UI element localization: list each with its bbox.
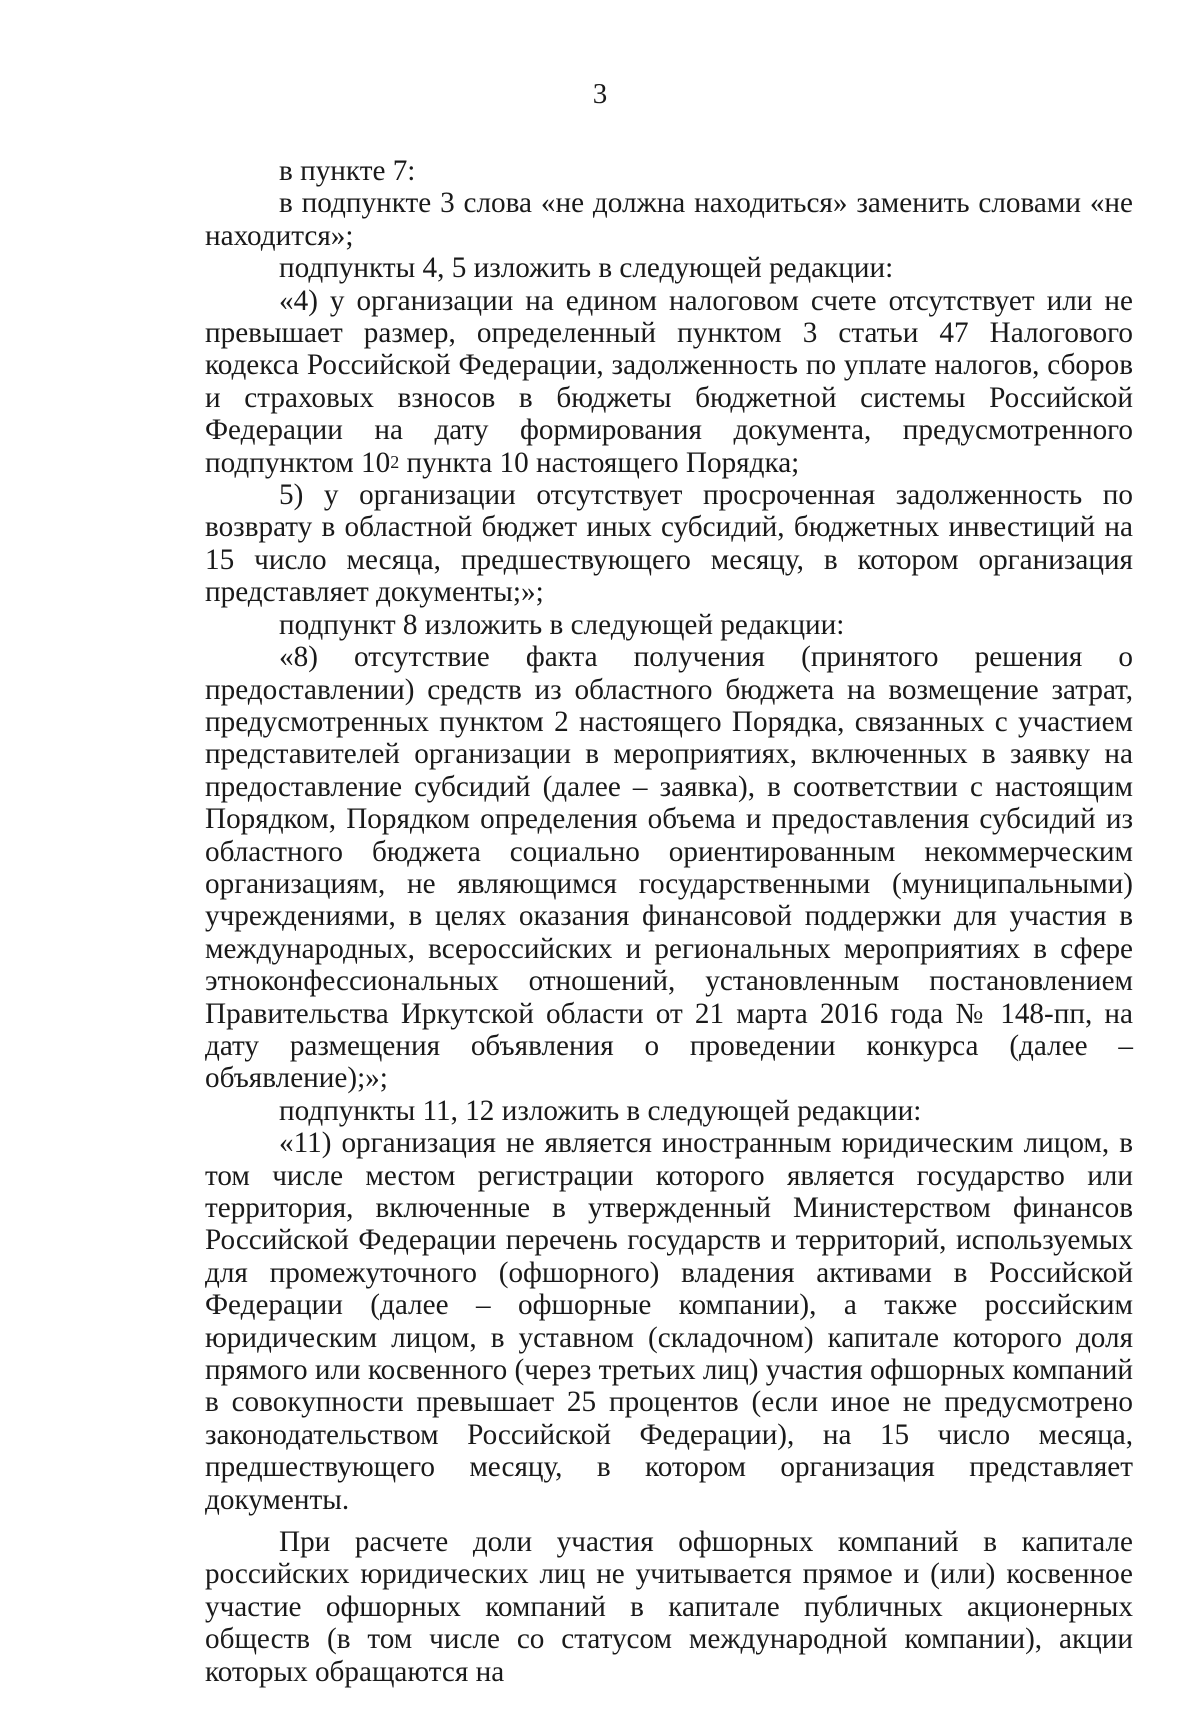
paragraph-subitem-4	[205, 285, 1133, 479]
paragraph-subitem-5: 5) у организации отсутствует просроченная задолженность по возврату в областной бюджет иных субсидий, бюджетных инвестиций на 15 число месяца, предшествующего месяцу, в котором организация представляет документы;»;	[205, 479, 1133, 609]
subitem-4-text-end: пункта 10 настоящего Порядка;	[399, 446, 800, 479]
paragraph-subitems-11-12-intro: подпункты 11, 12 изложить в следующей редакции:	[279, 1094, 922, 1127]
paragraph-subitem-3-amendment: в подпункте 3 слова «не должна находиться» заменить словами «не находится»;	[205, 187, 1133, 252]
superscript-index: 2	[390, 451, 400, 472]
paragraph-subitems-4-5-intro: подпункты 4, 5 изложить в следующей редакции:	[279, 252, 894, 285]
page-number: 3	[592, 78, 608, 110]
paragraph-offshore-share-calculation: При расчете доли участия офшорных компаний в капитале российских юридических лиц не учитывается прямое и (или) косвенное участие офшорных компаний в капитале публичных акционерных обществ (в том числе со статусом международной компании), акции которых обращаются на	[205, 1526, 1133, 1688]
subitem-4-text: «4) у организации на едином налоговом счете отсутствует или не превышает размер, определенный пунктом 3 статьи 47 Налогового кодекса Российской Федерации, задолженность по уплате налогов, сборов и страховых взносов в бюджеты бюджетной системы Российской Федерации на дату формирования документа, предусмотренного подпунктом 10	[205, 284, 1133, 479]
paragraph-item-7-intro: в пункте 7:	[279, 155, 416, 187]
document-body	[205, 155, 1133, 1688]
paragraph-subitem-11: «11) организация не является иностранным юридическим лицом, в том числе местом регистрации которого является государство или территория, включенные в утвержденный Министерством финансов Российской Федерации перечень государств и территорий, используемых для промежуточного (офшорного) владения активами в Российской Федерации (далее – офшорные компании), а также российским юридическим лицом, в уставном (складочном) капитале которого доля прямого или косвенного (через третьих лиц) участия офшорных компаний в совокупности превышает 25 процентов (если иное не предусмотрено законодательством Российской Федерации), на 15 число месяца, предшествующего месяцу, в котором организация представляет документы.	[205, 1127, 1133, 1516]
paragraph-subitem-8: «8) отсутствие факта получения (принятого решения о предоставлении) средств из областного бюджета на возмещение затрат, предусмотренных пунктом 2 настоящего Порядка, связанных с участием представителей организации в мероприятиях, включенных в заявку на предоставление субсидий (далее – заявка), в соответствии с настоящим Порядком, Порядком определения объема и предоставления субсидий из областного бюджета социально ориентированным некоммерческим организациям, не являющимся государственными (муниципальными) учреждениями, в целях оказания финансовой поддержки для участия в международных, всероссийских и региональных мероприятиях в сфере этноконфессиональных отношений, установленным постановлением Правительства Иркутской области от 21 марта 2016 года № 148-пп, на дату размещения объявления о проведении конкурса (далее – объявление);»;	[205, 641, 1133, 1095]
paragraph-subitem-8-intro: подпункт 8 изложить в следующей редакции:	[279, 608, 845, 641]
